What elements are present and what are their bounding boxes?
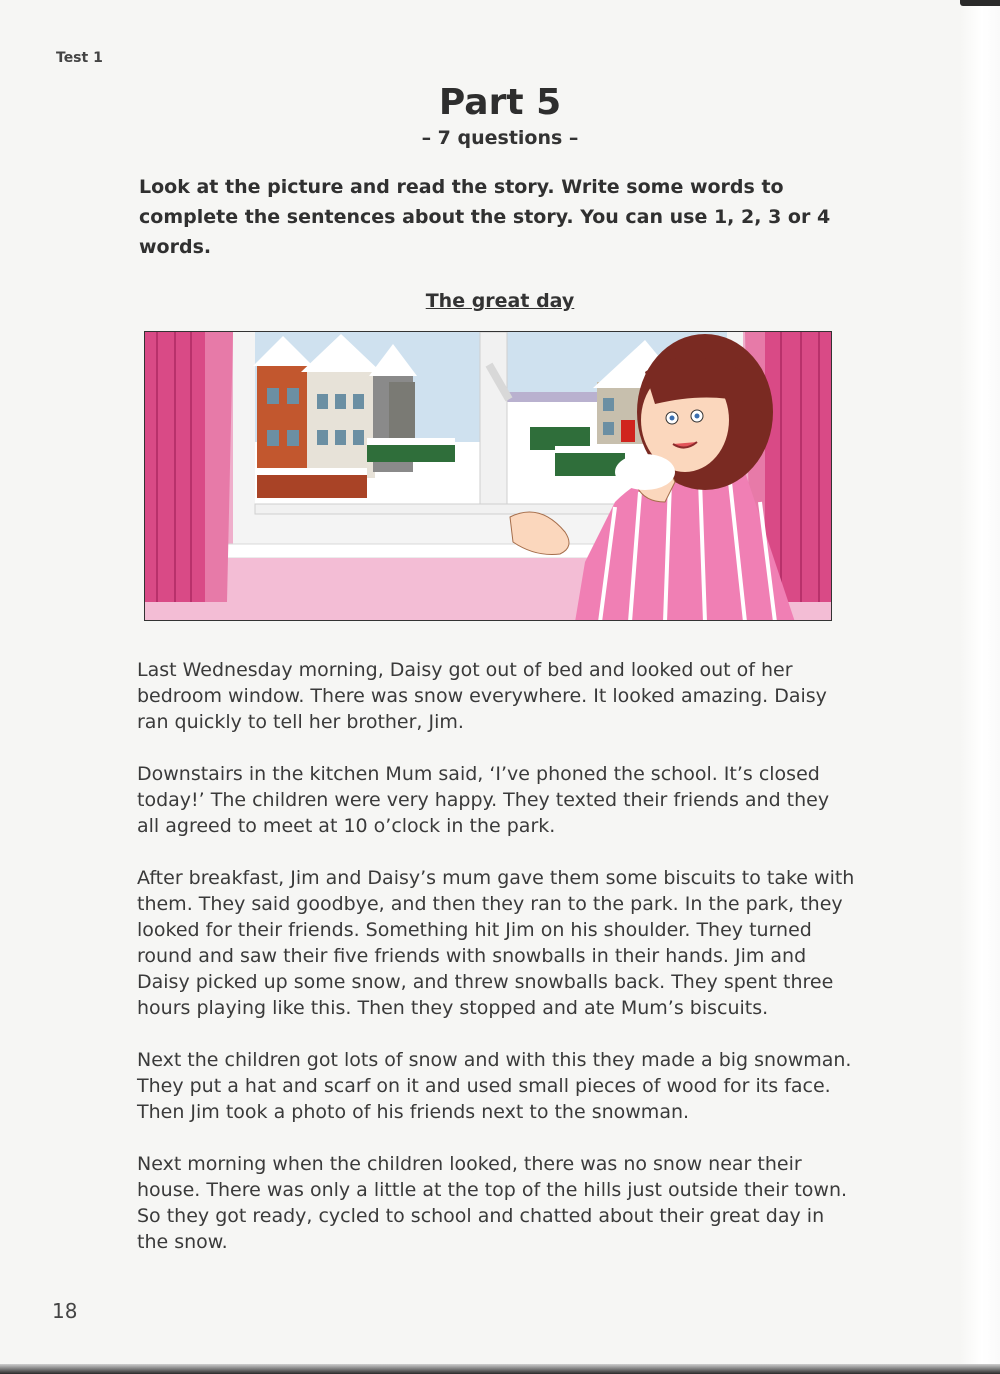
girl-at-window-snow-illustration — [145, 332, 832, 621]
story-paragraph-1: Last Wednesday morning, Daisy got out of bed and looked out of her bedroom window. There was snow everywhere. It looked amazing. Daisy ran quickly to tell her brother, Jim. — [137, 659, 827, 733]
story-paragraph-2: Downstairs in the kitchen Mum said, ‘I’ve phoned the school. It’s closed today!’ The children were very happy. They texted their friends and they all agreed to meet at 10 o’clock in the park. — [137, 763, 830, 837]
page-edge — [960, 0, 1000, 1374]
scan-bottom-edge — [0, 1364, 1000, 1374]
story-paragraph-5: Next morning when the children looked, there was no snow near their house. There was only a little at the top of the hills just outside their town. So they got ready, cycled to school and chatted about their great day in the snow. — [137, 1153, 848, 1253]
instructions: Look at the picture and read the story. Write some words to complete the sentences about the story. You can use 1, 2, 3 or 4 words. — [139, 176, 831, 258]
story-paragraph-3: After breakfast, Jim and Daisy’s mum gave them some biscuits to take with them. They said goodbye, and then they ran to the park. In the park, they looked for their friends. Something hit Jim on his shoulder. They turned round and saw their five friends with snowballs in their hands. Jim and Daisy picked up some snow, and threw snowballs back. They spent three hours playing like this. Then they stopped and ate Mum’s biscuits. — [137, 867, 855, 1019]
story-text — [137, 657, 857, 1281]
part-title: Part 5 — [438, 82, 562, 123]
running-head: Test 1 — [56, 50, 103, 66]
story-illustration — [144, 331, 832, 621]
page-number: 18 — [52, 1299, 78, 1323]
story-paragraph-4: Next the children got lots of snow and with this they made a big snowman. They put a hat and scarf on it and used small pieces of wood for its face. Then Jim took a photo of his friends next to the snowman. — [137, 1049, 852, 1123]
story-title: The great day — [425, 290, 575, 312]
part-subtitle: – 7 questions – — [421, 127, 579, 149]
